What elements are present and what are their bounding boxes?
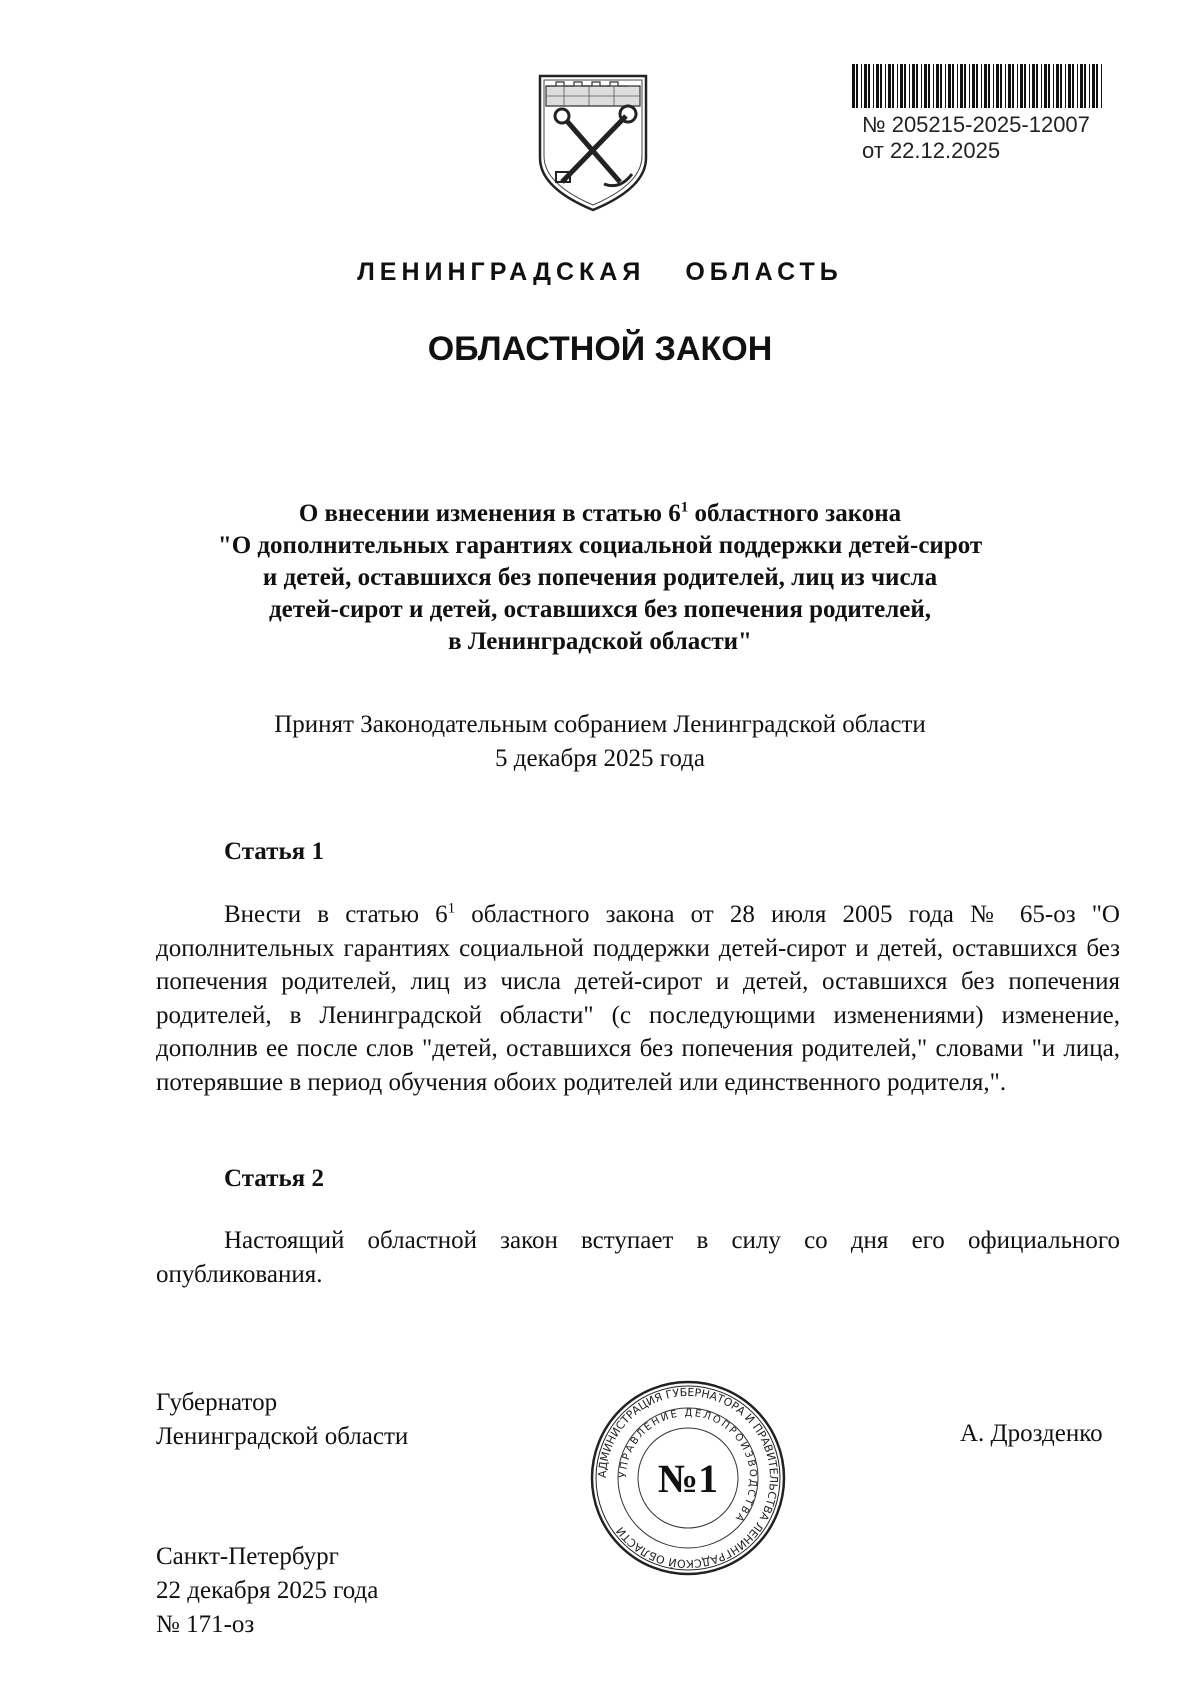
adoption-note <box>120 708 1080 776</box>
article-1-heading: Статья 1 <box>224 838 324 865</box>
document-type: ОБЛАСТНОЙ ЗАКОН <box>427 330 773 368</box>
registration-date: от 22.12.2025 <box>862 138 1001 163</box>
seal-outer-text: АДМИНИСТРАЦИЯ ГУБЕРНАТОРА И ПРАВИТЕЛЬСТВА ЛЕНИНГРАДСКОЙ ОБЛАСТИ <box>595 1385 781 1571</box>
article-1-superscript: 1 <box>447 900 456 917</box>
title-line-1: О внесении изменения в статью 6 <box>298 500 681 527</box>
signatory-name: А. Дрозденко <box>960 1420 1103 1447</box>
article-2-text <box>156 1224 1120 1291</box>
region-name <box>0 258 1200 287</box>
adoption-line-1: Принят Законодательным собранием Ленинградской области <box>274 711 926 738</box>
title-line-1-end: областного закона <box>688 500 902 527</box>
signing-date: 22 декабря 2025 года <box>156 1577 379 1604</box>
title-line-4: детей-сирот и детей, оставшихся без попечения родителей, <box>269 596 931 623</box>
article-1-text-rest: областного закона от 28 июля 2005 года № 65-оз "О дополнительных гарантиях социальной поддержки детей-сирот и детей, оставшихся без попечения родителей, лиц из числа детей-сирот и детей, оставшихся без попечения родителей, в Ленинградской области" (с последующими изменениями) изменение, дополнив ее после слов "детей, оставшихся без попечения родителей," словами "и лица, потерявшие в период обучения обоих родителей или единственного родителя,". <box>156 901 1120 1096</box>
article-2-heading: Статья 2 <box>224 1165 324 1192</box>
title-line-5: в Ленинградской области" <box>448 628 752 655</box>
position-line-2: Ленинградской области <box>156 1423 409 1450</box>
title-line-2: "О дополнительных гарантиях социальной поддержки детей-сирот <box>217 532 983 559</box>
law-title <box>120 498 1080 658</box>
coat-of-arms-icon <box>534 72 652 214</box>
law-number: № 171-оз <box>156 1611 255 1638</box>
registration-number: № 205215-2025-12007 <box>862 112 1090 137</box>
title-line-3: и детей, оставшихся без попечения родителей, лиц из числа <box>262 564 938 591</box>
barcode-icon <box>852 64 1106 108</box>
position-line-1: Губернатор <box>156 1389 278 1416</box>
adoption-date: 5 декабря 2025 года <box>495 745 705 772</box>
article-2-text-body: Настоящий областной закон вступает в силу со дня его официального опубликования. <box>156 1227 1120 1288</box>
place-and-date <box>156 1540 378 1642</box>
official-seal-icon <box>588 1378 788 1578</box>
article-1-text <box>156 898 1120 1099</box>
seal-inner-text: УПРАВЛЕНИЕ ДЕЛОПРОИЗВОДСТВА <box>617 1407 759 1525</box>
registration-info <box>862 112 1090 164</box>
title-superscript: 1 <box>680 499 689 516</box>
article-1-text-start: Внести в статью 6 <box>224 901 448 928</box>
city: Санкт-Петербург <box>156 1543 339 1570</box>
region-word-1: ЛЕНИНГРАДСКАЯ <box>357 258 646 286</box>
region-word-2: ОБЛАСТЬ <box>685 258 843 286</box>
seal-center-text: №1 <box>657 1456 719 1501</box>
signatory-position <box>156 1386 408 1454</box>
